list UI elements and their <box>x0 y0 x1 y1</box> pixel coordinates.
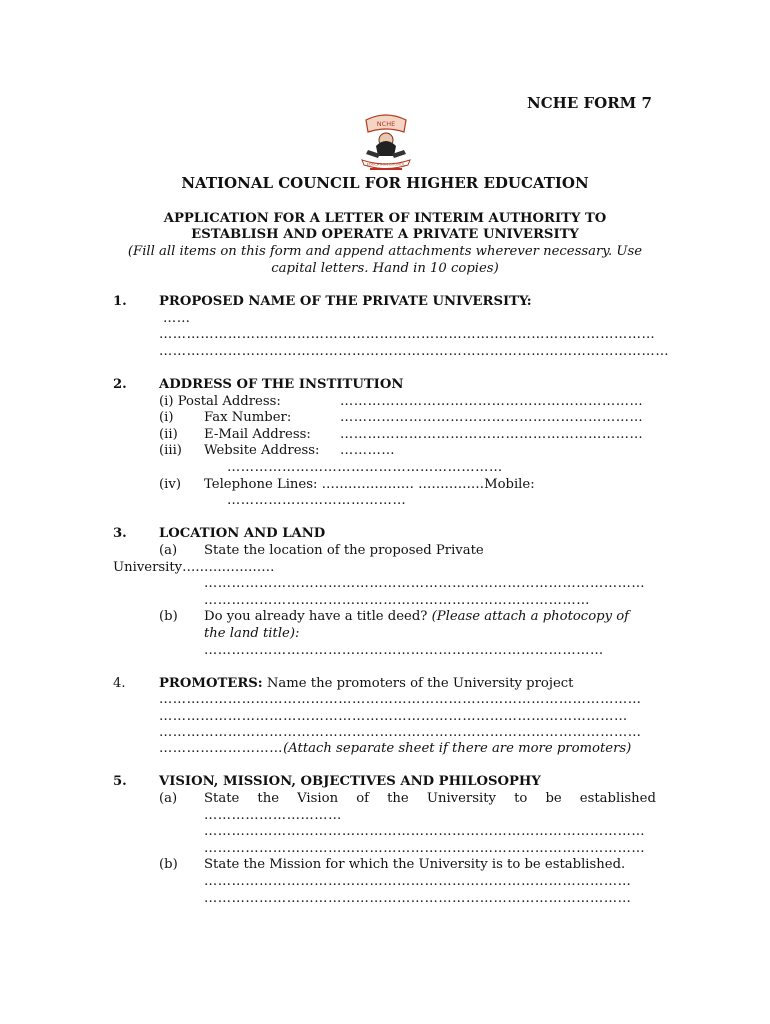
mobile-field[interactable]: ………………………………… <box>227 493 407 508</box>
section-1-field-line[interactable]: …… <box>163 311 191 326</box>
section-2-heading: ADDRESS OF THE INSTITUTION <box>159 377 404 392</box>
section-3a-text: State the location of the proposed Private <box>204 543 484 558</box>
section-5b-index: (b) <box>159 857 178 872</box>
section-4-text: Name the promoters of the University project <box>266 676 574 691</box>
word: the <box>387 791 409 806</box>
website-index: (iii) <box>159 443 182 458</box>
section-5b-text: State the Mission for which the University is to be established. <box>204 857 626 872</box>
promoters-field[interactable]: …………………………………………………………………………………………… <box>159 692 642 707</box>
word: to <box>514 791 528 806</box>
section-5-heading: VISION, MISSION, OBJECTIVES AND PHILOSOPHY <box>159 774 541 789</box>
application-title-line2: ESTABLISH AND OPERATE A PRIVATE UNIVERSITY <box>191 227 579 242</box>
word: State <box>204 791 240 806</box>
form-id: NCHE FORM 7 <box>527 94 652 112</box>
section-5a-text <box>204 791 656 807</box>
fax-number-index: (i) <box>159 410 174 425</box>
telephone-label[interactable]: Telephone Lines: ………………… ……………Mobile: <box>204 477 535 492</box>
section-1-heading: PROPOSED NAME OF THE PRIVATE UNIVERSITY: <box>159 294 532 309</box>
website-field-continued[interactable]: …………………………………………………… <box>227 460 503 475</box>
fax-number-label: Fax Number: <box>204 410 292 425</box>
council-name: NATIONAL COUNCIL FOR HIGHER EDUCATION <box>181 174 589 192</box>
instructions-line1: (Fill all items on this form and append attachments wherever necessary. Use <box>127 244 643 259</box>
vision-field[interactable]: ………………………… <box>204 808 342 823</box>
section-1-number: 1. <box>113 294 127 309</box>
section-3a-continuation[interactable]: University………………… <box>113 560 275 575</box>
title-deed-field[interactable]: …………………………………………………………………………… <box>204 643 604 658</box>
title-deed-note-continued: the land title): <box>204 626 300 641</box>
section-4-heading: PROMOTERS: <box>159 676 263 691</box>
section-1-field-line[interactable]: ………………………………………………………………………………………………… <box>159 344 670 359</box>
word: Vision <box>297 791 339 806</box>
word: the <box>257 791 280 806</box>
section-5-number: 5. <box>113 774 127 789</box>
promoters-field[interactable]: ……………………… <box>159 741 284 756</box>
email-field[interactable]: ………………………………………………………… <box>340 427 644 442</box>
fax-number-field[interactable]: ………………………………………………………… <box>340 410 644 425</box>
logo-text-bottom: EDUCATION COUNCIL <box>366 162 406 167</box>
section-3b-question <box>204 609 629 625</box>
section-1-field-line[interactable]: ……………………………………………………………………………………………… <box>159 327 656 342</box>
section-3b-index: (b) <box>159 609 178 624</box>
vision-field[interactable]: …………………………………………………………………………………… <box>204 841 646 856</box>
instructions-line2: capital letters. Hand in 10 copies) <box>271 261 499 276</box>
section-3-heading: LOCATION AND LAND <box>159 526 326 541</box>
promoters-field[interactable]: ………………………………………………………………………………………… <box>159 709 628 724</box>
location-field[interactable]: ………………………………………………………………………… <box>204 593 591 608</box>
section-3a-index: (a) <box>159 543 178 558</box>
postal-address-field[interactable]: ………………………………………………………… <box>340 394 644 409</box>
title-deed-question: Do you already have a title deed? <box>204 609 428 624</box>
section-5a-index: (a) <box>159 791 178 806</box>
website-field[interactable]: ………… <box>340 443 396 458</box>
promoters-attach-note: (Attach separate sheet if there are more promoters) <box>283 741 632 756</box>
logo-text-top: NCHE <box>376 120 396 128</box>
telephone-index: (iv) <box>159 477 181 492</box>
word: of <box>356 791 370 806</box>
email-label: E-Mail Address: <box>204 427 311 442</box>
postal-address-label: (i) Postal Address: <box>159 394 281 409</box>
vision-field[interactable]: …………………………………………………………………………………… <box>204 824 646 839</box>
word: University <box>426 791 496 806</box>
location-field[interactable]: …………………………………………………………………………………… <box>204 576 646 591</box>
promoters-field[interactable]: …………………………………………………………………………………………… <box>159 725 642 740</box>
application-title-line1: APPLICATION FOR A LETTER OF INTERIM AUTHORITY TO <box>163 211 607 226</box>
section-2-number: 2. <box>113 377 127 392</box>
word: be <box>545 791 562 806</box>
section-4-heading-line <box>159 676 573 692</box>
email-index: (ii) <box>159 427 178 442</box>
website-label: Website Address: <box>204 443 320 458</box>
nche-logo <box>356 110 416 174</box>
title-deed-note: (Please attach a photocopy of <box>431 609 630 624</box>
mission-field[interactable]: ………………………………………………………………………………… <box>204 891 632 906</box>
mission-field[interactable]: ………………………………………………………………………………… <box>204 874 632 889</box>
promoters-attach-line <box>159 741 631 757</box>
section-4-number: 4. <box>113 676 126 691</box>
word: established <box>579 791 656 806</box>
section-3-number: 3. <box>113 526 127 541</box>
